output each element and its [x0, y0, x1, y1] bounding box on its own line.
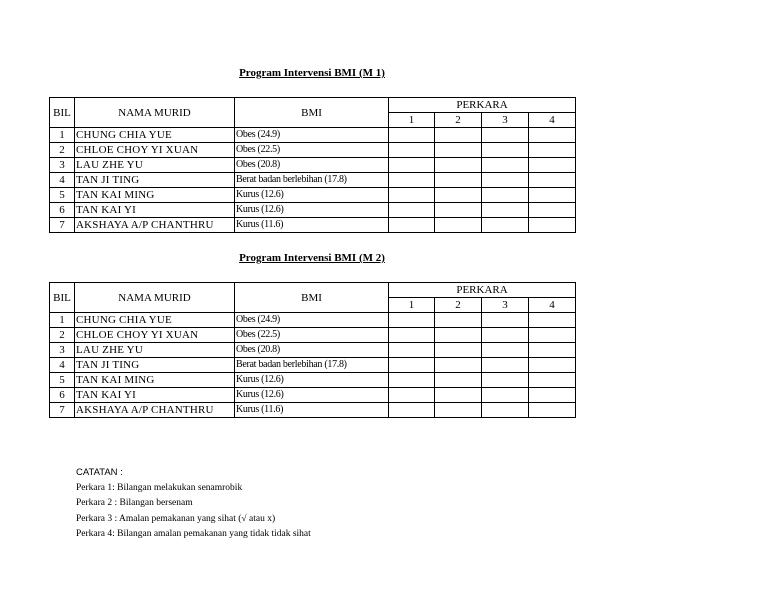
table-row — [50, 373, 576, 388]
header-bmi: BMI — [235, 98, 389, 128]
perkara-cell[interactable] — [529, 128, 576, 143]
perkara-cell[interactable] — [482, 343, 529, 358]
table-row — [50, 218, 576, 233]
table-1-title: Program Intervensi BMI (M 1) — [239, 67, 385, 79]
perkara-cell[interactable] — [482, 388, 529, 403]
perkara-cell[interactable] — [389, 358, 435, 373]
perkara-cell[interactable] — [482, 218, 529, 233]
header-perkara: PERKARA — [389, 98, 576, 113]
perkara-cell[interactable] — [529, 328, 576, 343]
header-nama-murid: NAMA MURID — [75, 283, 235, 313]
row-name: CHUNG CHIA YUE — [75, 128, 235, 143]
row-bil: 3 — [50, 158, 75, 173]
perkara-cell[interactable] — [435, 203, 482, 218]
row-bil: 5 — [50, 188, 75, 203]
row-bmi: Kurus (12.6) — [235, 373, 389, 388]
row-name: TAN KAI MING — [75, 188, 235, 203]
perkara-cell[interactable] — [482, 403, 529, 418]
perkara-cell[interactable] — [435, 358, 482, 373]
row-bil: 2 — [50, 328, 75, 343]
table-row — [50, 343, 576, 358]
perkara-cell[interactable] — [389, 328, 435, 343]
row-name: LAU ZHE YU — [75, 343, 235, 358]
row-bil: 2 — [50, 143, 75, 158]
perkara-cell[interactable] — [435, 218, 482, 233]
row-bmi: Berat badan berlebihan (17.8) — [235, 358, 389, 373]
perkara-cell[interactable] — [482, 188, 529, 203]
row-name: CHLOE CHOY YI XUAN — [75, 143, 235, 158]
row-name: LAU ZHE YU — [75, 158, 235, 173]
perkara-cell[interactable] — [482, 173, 529, 188]
row-bil: 7 — [50, 218, 75, 233]
notes-heading: CATATAN : — [76, 467, 123, 478]
perkara-cell[interactable] — [435, 173, 482, 188]
header-bil: BIL — [50, 98, 75, 128]
perkara-cell[interactable] — [389, 143, 435, 158]
row-name: TAN JI TING — [75, 358, 235, 373]
perkara-cell[interactable] — [435, 388, 482, 403]
row-bmi: Obes (20.8) — [235, 343, 389, 358]
perkara-cell[interactable] — [482, 158, 529, 173]
perkara-cell[interactable] — [435, 343, 482, 358]
perkara-cell[interactable] — [482, 373, 529, 388]
perkara-cell[interactable] — [435, 328, 482, 343]
perkara-cell[interactable] — [529, 403, 576, 418]
perkara-cell[interactable] — [435, 143, 482, 158]
table-row — [50, 158, 576, 173]
perkara-cell[interactable] — [529, 373, 576, 388]
row-bil: 1 — [50, 128, 75, 143]
bmi-table-m2 — [49, 282, 576, 418]
notes-section — [76, 465, 311, 543]
row-bil: 6 — [50, 203, 75, 218]
row-bmi: Berat badan berlebihan (17.8) — [235, 173, 389, 188]
header-nama-murid: NAMA MURID — [75, 98, 235, 128]
perkara-cell[interactable] — [389, 343, 435, 358]
perkara-cell[interactable] — [482, 143, 529, 158]
table-row — [50, 173, 576, 188]
header-perkara-3: 3 — [482, 298, 529, 313]
table-2-title: Program Intervensi BMI (M 2) — [239, 252, 385, 264]
table-row — [50, 203, 576, 218]
header-perkara-4: 4 — [529, 113, 576, 128]
note-item: Perkara 4: Bilangan amalan pemakanan yang tidak tidak sihat — [76, 529, 311, 539]
table-row — [50, 128, 576, 143]
row-bmi: Kurus (12.6) — [235, 203, 389, 218]
row-bmi: Obes (20.8) — [235, 158, 389, 173]
header-bmi: BMI — [235, 283, 389, 313]
header-perkara-4: 4 — [529, 298, 576, 313]
perkara-cell[interactable] — [482, 313, 529, 328]
perkara-cell[interactable] — [389, 313, 435, 328]
perkara-cell[interactable] — [529, 158, 576, 173]
header-bil: BIL — [50, 283, 75, 313]
row-name: AKSHAYA A/P CHANTHRU — [75, 403, 235, 418]
perkara-cell[interactable] — [435, 373, 482, 388]
perkara-cell[interactable] — [529, 313, 576, 328]
table-row — [50, 388, 576, 403]
table-row — [50, 143, 576, 158]
perkara-cell[interactable] — [389, 218, 435, 233]
row-name: TAN KAI YI — [75, 203, 235, 218]
perkara-cell[interactable] — [435, 313, 482, 328]
header-perkara-2: 2 — [435, 113, 482, 128]
bmi-table-m1 — [49, 97, 576, 233]
perkara-cell[interactable] — [389, 173, 435, 188]
row-name: TAN KAI YI — [75, 388, 235, 403]
row-bmi: Kurus (12.6) — [235, 188, 389, 203]
header-perkara: PERKARA — [389, 283, 576, 298]
header-perkara-1: 1 — [389, 298, 435, 313]
table-row — [50, 188, 576, 203]
row-bmi: Obes (24.9) — [235, 313, 389, 328]
table-row — [50, 403, 576, 418]
perkara-cell[interactable] — [529, 203, 576, 218]
perkara-cell[interactable] — [529, 173, 576, 188]
perkara-cell[interactable] — [435, 128, 482, 143]
row-bil: 7 — [50, 403, 75, 418]
note-item: Perkara 1: Bilangan melakukan senamrobik — [76, 482, 243, 493]
note-item: Perkara 2 : Bilangan bersenam — [76, 498, 193, 508]
note-item: Perkara 3 : Amalan pemakanan yang sihat (√ atau x) — [76, 513, 276, 524]
row-name: TAN JI TING — [75, 173, 235, 188]
header-perkara-2: 2 — [435, 298, 482, 313]
row-bil: 5 — [50, 373, 75, 388]
table-row — [50, 313, 576, 328]
perkara-cell[interactable] — [435, 403, 482, 418]
row-bmi: Obes (24.9) — [235, 128, 389, 143]
row-name: CHUNG CHIA YUE — [75, 313, 235, 328]
table-row — [50, 328, 576, 343]
perkara-cell[interactable] — [529, 343, 576, 358]
perkara-cell[interactable] — [389, 203, 435, 218]
perkara-cell[interactable] — [482, 358, 529, 373]
header-perkara-3: 3 — [482, 113, 529, 128]
row-name: AKSHAYA A/P CHANTHRU — [75, 218, 235, 233]
perkara-cell[interactable] — [529, 388, 576, 403]
header-perkara-1: 1 — [389, 113, 435, 128]
row-bil: 6 — [50, 388, 75, 403]
perkara-cell[interactable] — [389, 158, 435, 173]
perkara-cell[interactable] — [435, 158, 482, 173]
perkara-cell[interactable] — [389, 373, 435, 388]
row-bmi: Obes (22.5) — [235, 143, 389, 158]
perkara-cell[interactable] — [482, 328, 529, 343]
perkara-cell[interactable] — [529, 143, 576, 158]
perkara-cell[interactable] — [482, 128, 529, 143]
row-bmi: Kurus (12.6) — [235, 388, 389, 403]
perkara-cell[interactable] — [435, 188, 482, 203]
row-name: TAN KAI MING — [75, 373, 235, 388]
row-bmi: Kurus (11.6) — [235, 403, 389, 418]
row-bmi: Kurus (11.6) — [235, 218, 389, 233]
row-name: CHLOE CHOY YI XUAN — [75, 328, 235, 343]
row-bmi: Obes (22.5) — [235, 328, 389, 343]
perkara-cell[interactable] — [389, 388, 435, 403]
perkara-cell[interactable] — [389, 128, 435, 143]
perkara-cell[interactable] — [389, 188, 435, 203]
table-row — [50, 358, 576, 373]
row-bil: 1 — [50, 313, 75, 328]
row-bil: 4 — [50, 173, 75, 188]
perkara-cell[interactable] — [529, 218, 576, 233]
perkara-cell[interactable] — [482, 203, 529, 218]
perkara-cell[interactable] — [529, 358, 576, 373]
row-bil: 4 — [50, 358, 75, 373]
row-bil: 3 — [50, 343, 75, 358]
perkara-cell[interactable] — [389, 403, 435, 418]
perkara-cell[interactable] — [529, 188, 576, 203]
